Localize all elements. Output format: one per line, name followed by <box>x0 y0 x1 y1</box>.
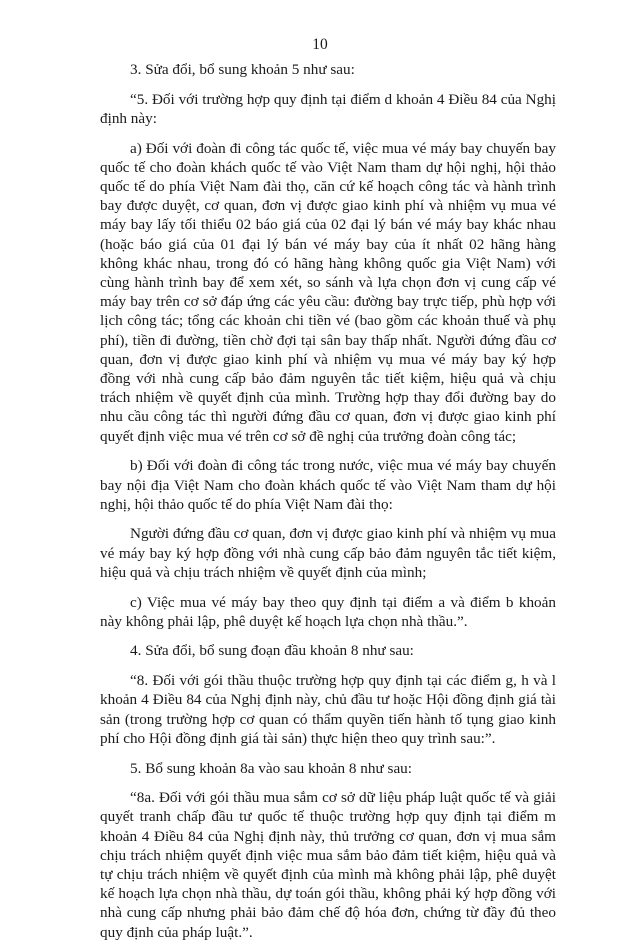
paragraph-clause-5-intro: “5. Đối với trường hợp quy định tại điểm d khoản 4 Điều 84 của Nghị định này: <box>100 90 556 127</box>
paragraph-point-c: c) Việc mua vé máy bay theo quy định tại điểm a và điểm b khoản này không phải lập, phê duyệt kế hoạch lựa chọn nhà thầu.”. <box>100 593 556 630</box>
paragraph-point-b-detail: Người đứng đầu cơ quan, đơn vị được giao kinh phí và nhiệm vụ mua vé máy bay ký hợp đồng với nhà cung cấp bảo đảm nguyên tắc tiết kiệm, hiệu quả và chịu trách nhiệm về quyết định của mình; <box>100 525 556 581</box>
paragraph-clause-3-heading: 3. Sửa đổi, bổ sung khoản 5 như sau: <box>130 61 355 78</box>
paragraph-clause-5-heading: 5. Bổ sung khoản 8a vào sau khoản 8 như sau: <box>130 759 412 777</box>
paragraph-point-b: b) Đối với đoàn đi công tác trong nước, việc mua vé máy bay chuyến bay nội địa Việt Nam cho đoàn khách quốc tế vào Việt Nam tham dự hội nghị, hội thảo quốc tế do phía Việt Nam đài thọ: <box>100 457 556 513</box>
page-number: 10 <box>312 36 328 53</box>
paragraph-clause-8a: “8a. Đối với gói thầu mua sắm cơ sở dữ liệu pháp luật quốc tế và giải quyết tranh chấp đầu tư quốc tế thuộc trường hợp quy định tại điểm m khoản 4 Điều 84 của Nghị định này, thủ trưởng cơ quan, đơn vị mua sắm chịu trách nhiệm quyết định việc mua sắm bảo đảm tiết kiệm, hiệu quả và tự chịu trách nhiệm về quyết định của mình mà không phải lập, phê duyệt kế hoạch lựa chọn nhà thầu, dự toán gói thầu, không phải ký hợp đồng với nhà cung cấp nhưng phải bảo đảm chế độ hóa đơn, chứng từ đầy đủ theo quy định của pháp luật.”. <box>100 789 556 941</box>
document-body <box>100 60 556 942</box>
paragraph-clause-8: “8. Đối với gói thầu thuộc trường hợp quy định tại các điểm g, h và l khoản 4 Điều 84 của Nghị định này, chủ đầu tư hoặc Hội đồng định giá tài sản (trong trường hợp cơ quan có thẩm quyền tiến hành tố tụng giao kinh phí cho Hội đồng định giá tài sản) thực hiện theo quy trình sau:”. <box>100 672 556 747</box>
paragraph-point-a: a) Đối với đoàn đi công tác quốc tế, việc mua vé máy bay chuyến bay quốc tế cho đoàn khách quốc tế vào Việt Nam tham dự hội nghị, hội thảo quốc tế do phía Việt Nam đài thọ, căn cứ kế hoạch công tác và hành trình bay được duyệt, cơ quan, đơn vị được giao kinh phí và nhiệm vụ mua vé máy bay lấy tối thiểu 02 báo giá của 02 đại lý bán vé máy bay khác nhau (hoặc báo giá của 01 đại lý bán vé máy bay của ít nhất 02 hãng hàng không khác nhau, trong đó có hãng hàng không quốc gia Việt Nam) với cùng hành trình bay để xem xét, so sánh và lựa chọn đơn vị cung cấp vé máy bay trên cơ sở đáp ứng các yêu cầu: đường bay trực tiếp, phù hợp với lịch công tác; tổng các khoản chi tiền vé (bao gồm các khoản thuế và phụ phí), tiền đi đường, tiền chờ đợi tại sân bay thấp nhất. Người đứng đầu cơ quan, đơn vị được giao kinh phí và nhiệm vụ mua vé máy bay ký hợp đồng với nhà cung cấp bảo đảm nguyên tắc tiết kiệm, hiệu quả và chịu trách nhiệm về quyết định của mình. Trường hợp thay đổi đường bay do nhu cầu công tác thì người đứng đầu cơ quan, đơn vị được giao kinh phí quyết định việc mua vé trên cơ sở đề nghị của trưởng đoàn công tác; <box>100 139 556 445</box>
paragraph-clause-4-heading: 4. Sửa đổi, bổ sung đoạn đầu khoản 8 như sau: <box>130 642 414 660</box>
